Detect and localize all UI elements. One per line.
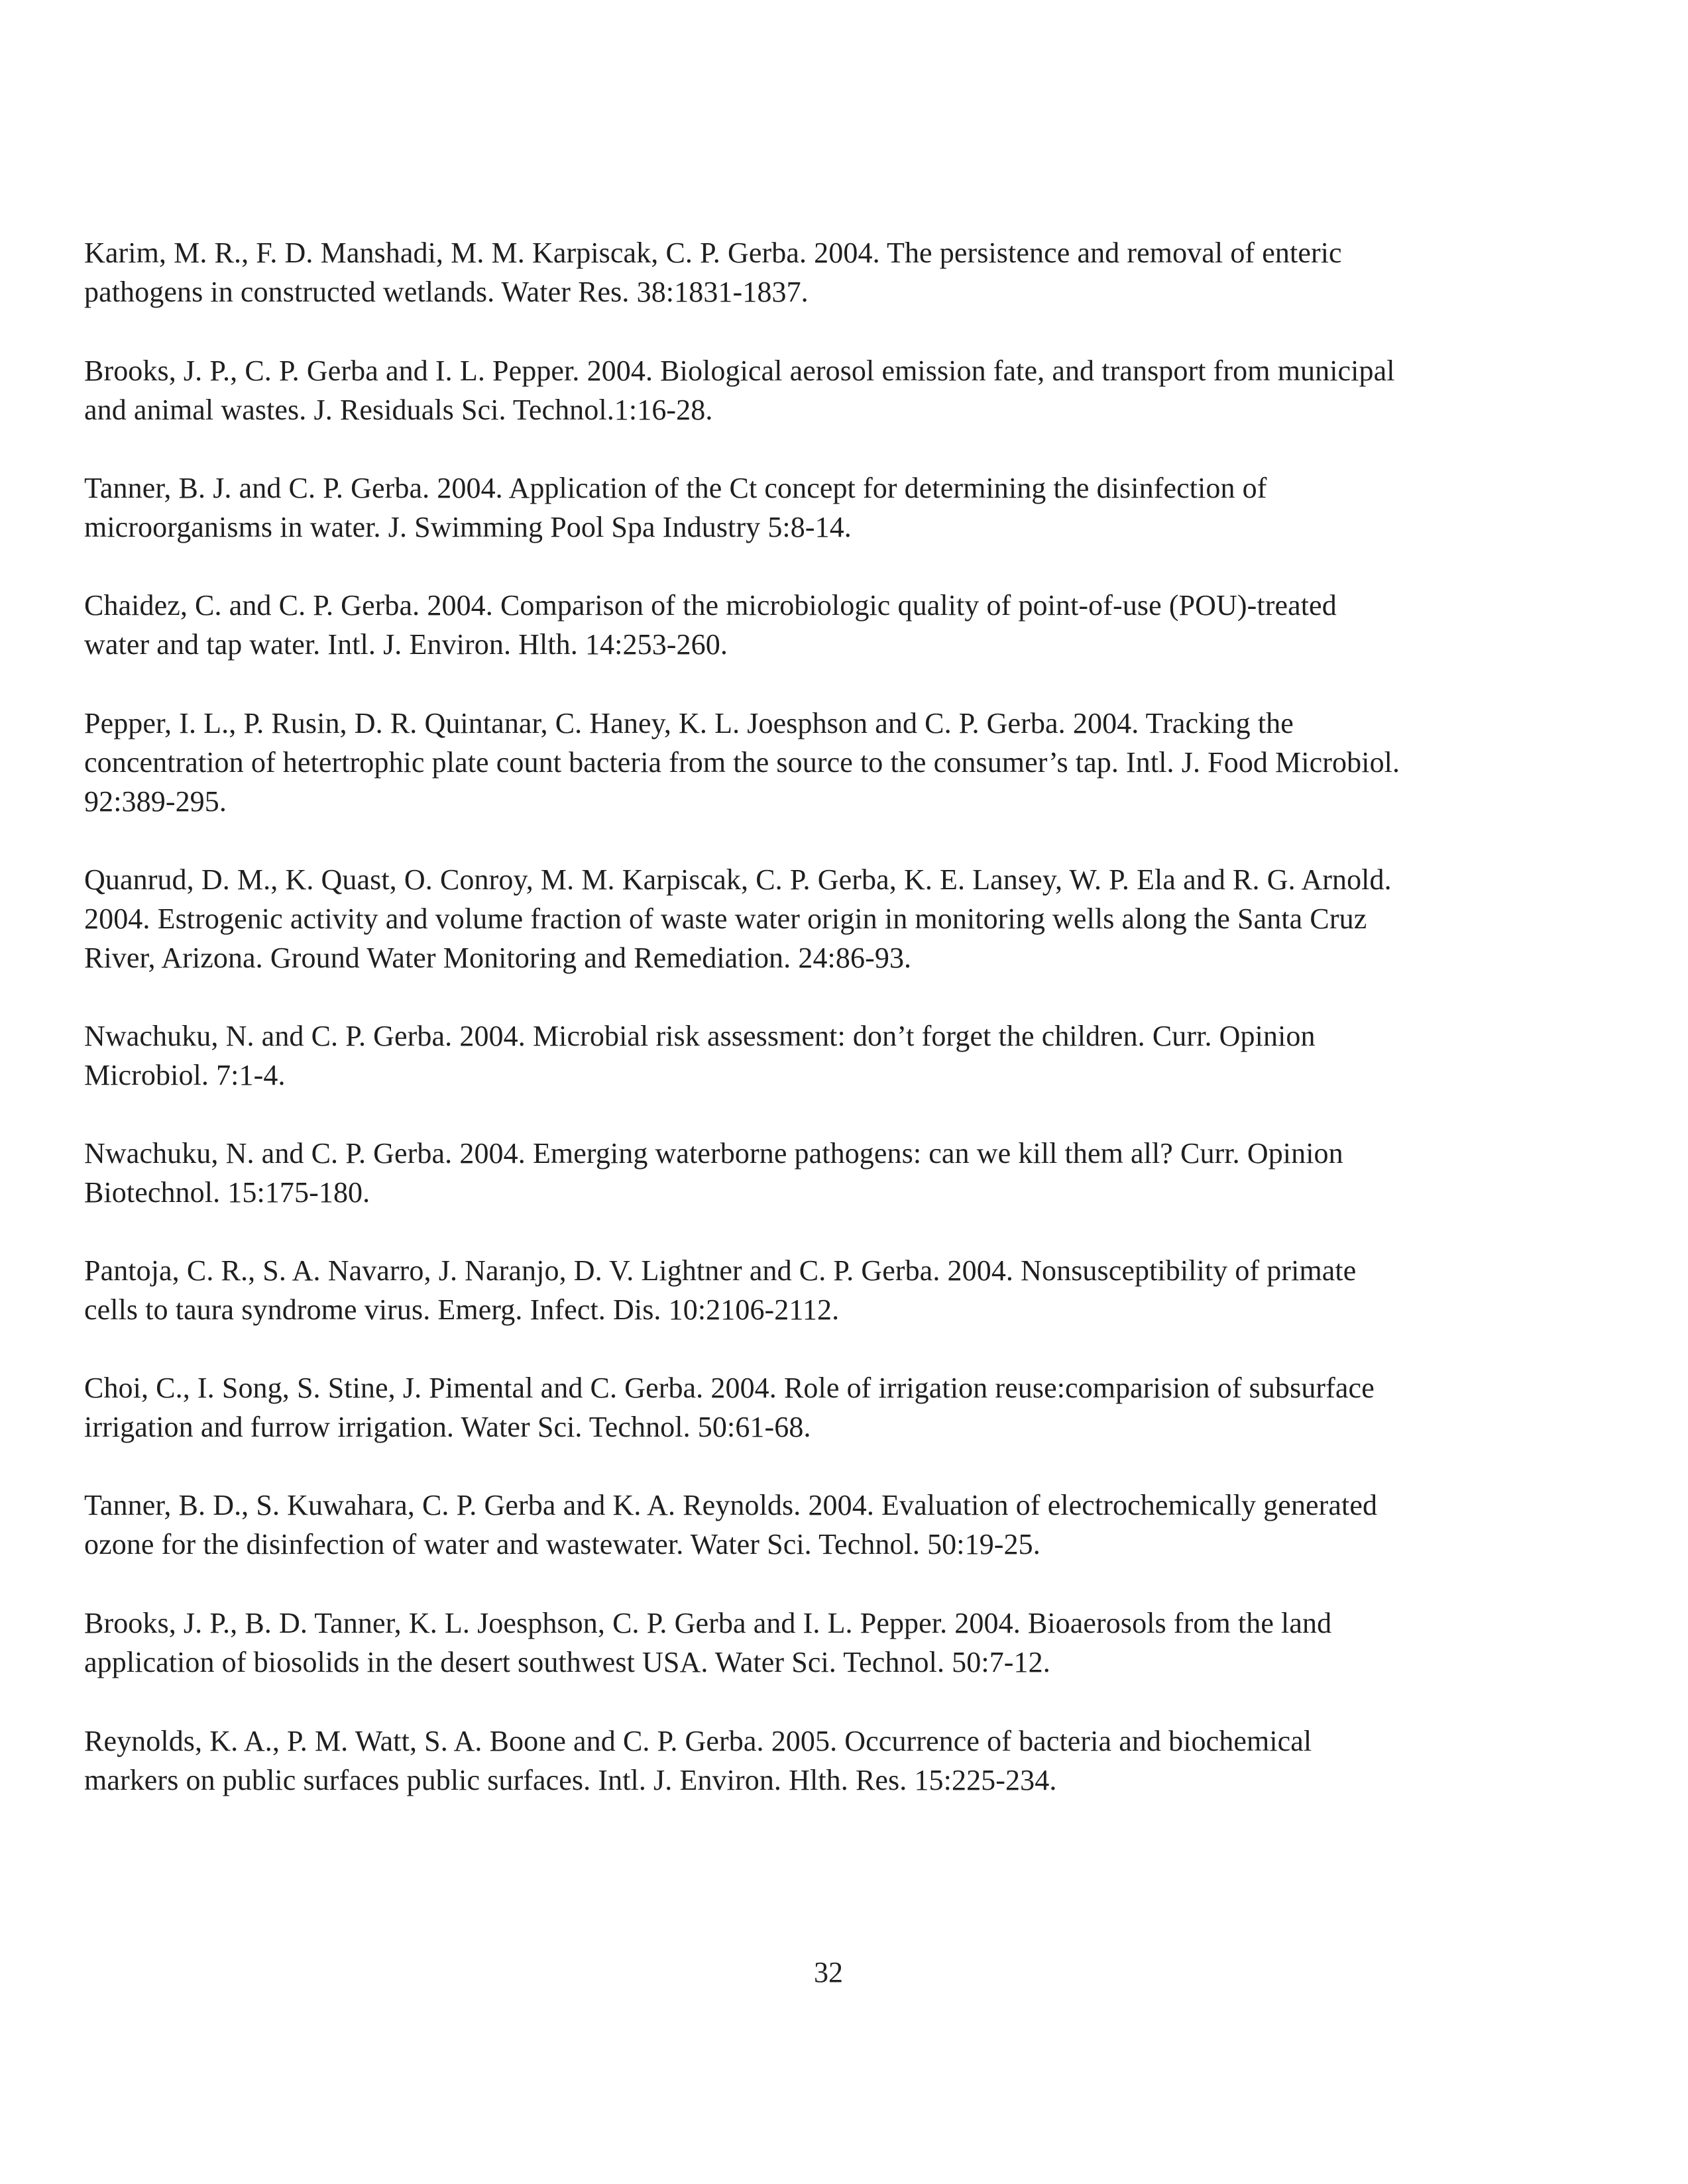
reference-line: Chaidez, C. and C. P. Gerba. 2004. Comparison of the microbiologic quality of point-of-use (POU)-treated (84, 589, 1337, 622)
reference-line: Brooks, J. P., C. P. Gerba and I. L. Pepper. 2004. Biological aerosol emission fate, and transport from municipal (84, 355, 1395, 387)
reference-line: River, Arizona. Ground Water Monitoring and Remediation. 24:86-93. (84, 942, 912, 974)
reference-entry (84, 1486, 1608, 1564)
reference-entry (84, 1604, 1608, 1682)
reference-line: Nwachuku, N. and C. P. Gerba. 2004. Emerging waterborne pathogens: can we kill them all? Curr. Opinion (84, 1137, 1343, 1170)
page-number: 32 (814, 1956, 843, 1989)
reference-entry (84, 1368, 1608, 1447)
reference-line: Quanrud, D. M., K. Quast, O. Conroy, M. M. Karpiscak, C. P. Gerba, K. E. Lansey, W. P. Ela and R. G. Arnold. (84, 863, 1392, 896)
reference-line: 2004. Estrogenic activity and volume fraction of waste water origin in monitoring wells along the Santa Cruz (84, 902, 1367, 935)
reference-line: Pantoja, C. R., S. A. Navarro, J. Naranjo, D. V. Lightner and C. P. Gerba. 2004. Nonsusceptibility of primate (84, 1254, 1357, 1287)
reference-line: Biotechnol. 15:175-180. (84, 1176, 370, 1209)
reference-line: Reynolds, K. A., P. M. Watt, S. A. Boone and C. P. Gerba. 2005. Occurrence of bacteria and biochemical (84, 1725, 1312, 1757)
reference-line: Choi, C., I. Song, S. Stine, J. Pimental and C. Gerba. 2004. Role of irrigation reuse:comparision of subsurface (84, 1372, 1375, 1404)
reference-line: Pepper, I. L., P. Rusin, D. R. Quintanar, C. Haney, K. L. Joesphson and C. P. Gerba. 2004. Tracking the (84, 707, 1294, 739)
reference-line: microorganisms in water. J. Swimming Pool Spa Industry 5:8-14. (84, 511, 852, 543)
reference-line: application of biosolids in the desert southwest USA. Water Sci. Technol. 50:7-12. (84, 1646, 1050, 1678)
reference-line: Tanner, B. J. and C. P. Gerba. 2004. Application of the Ct concept for determining the disinfection of (84, 472, 1267, 504)
reference-line: 92:389-295. (84, 785, 227, 818)
reference-line: cells to taura syndrome virus. Emerg. Infect. Dis. 10:2106-2112. (84, 1293, 840, 1326)
reference-line: Microbiol. 7:1-4. (84, 1059, 286, 1091)
reference-entry (84, 586, 1608, 664)
reference-entry (84, 351, 1608, 429)
reference-line: Tanner, B. D., S. Kuwahara, C. P. Gerba and K. A. Reynolds. 2004. Evaluation of electrochemically generated (84, 1489, 1378, 1521)
reference-line: water and tap water. Intl. J. Environ. Hlth. 14:253-260. (84, 628, 728, 661)
reference-line: Nwachuku, N. and C. P. Gerba. 2004. Microbial risk assessment: don’t forget the children. Curr. Opinion (84, 1020, 1316, 1052)
reference-line: ozone for the disinfection of water and wastewater. Water Sci. Technol. 50:19-25. (84, 1528, 1041, 1560)
reference-line: irrigation and furrow irrigation. Water Sci. Technol. 50:61-68. (84, 1411, 811, 1443)
reference-line: Karim, M. R., F. D. Manshadi, M. M. Karpiscak, C. P. Gerba. 2004. The persistence and removal of enteric (84, 237, 1342, 269)
reference-entry (84, 1134, 1608, 1212)
reference-line: concentration of hetertrophic plate count bacteria from the source to the consumer’s tap. Intl. J. Food Microbiol. (84, 746, 1400, 779)
reference-line: Brooks, J. P., B. D. Tanner, K. L. Joesphson, C. P. Gerba and I. L. Pepper. 2004. Bioaerosols from the land (84, 1607, 1332, 1639)
reference-line: markers on public surfaces public surfaces. Intl. J. Environ. Hlth. Res. 15:225-234. (84, 1764, 1057, 1796)
reference-entry (84, 1251, 1608, 1329)
reference-entry (84, 1721, 1608, 1800)
reference-line: and animal wastes. J. Residuals Sci. Technol.1:16-28. (84, 394, 713, 426)
reference-entry (84, 1016, 1608, 1095)
reference-entry (84, 860, 1608, 977)
reference-line: pathogens in constructed wetlands. Water Res. 38:1831-1837. (84, 276, 809, 308)
reference-entry (84, 704, 1608, 821)
reference-entry (84, 468, 1608, 547)
reference-entry (84, 233, 1608, 311)
